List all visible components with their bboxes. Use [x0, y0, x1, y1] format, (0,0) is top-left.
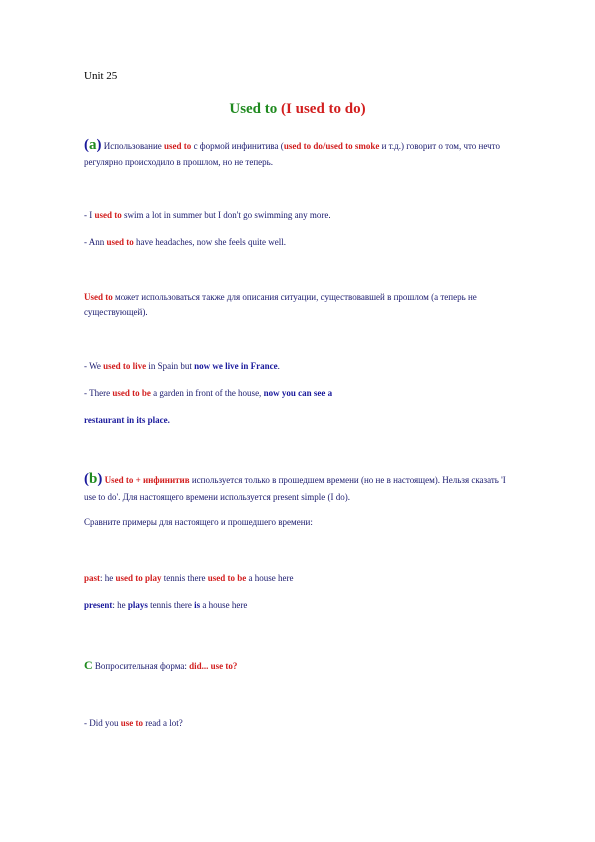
section-b-line-2: use to do'. Для настоящего времени используется present simple (I do).	[84, 492, 350, 502]
example-5: - Did you use to read a lot?	[84, 718, 183, 728]
example-1: - I used to swim a lot in summer but I don't go swimming any more.	[84, 210, 331, 220]
past-example: past: he used to play tennis there used to be a house here	[84, 573, 294, 583]
present-example: present: he plays tennis there is a house here	[84, 600, 248, 610]
example-4-line-2: restaurant in its place.	[84, 415, 170, 425]
section-c-line: C Вопросительная форма: did... use to?	[84, 658, 238, 672]
section-a-line-2: регулярно происходило в прошлом, но не теперь.	[84, 157, 274, 167]
example-2: - Ann used to have headaches, now she feels quite well.	[84, 237, 286, 247]
section-c-marker: C	[84, 658, 93, 672]
example-3: - We used to live in Spain but now we live in France.	[84, 361, 280, 371]
section-a-line-1: (a) Использование used to с формой инфинитива (used to do/used to smoke и т.д.) говорит о том, что нечто	[84, 137, 500, 153]
title-main: Used to	[229, 101, 278, 117]
example-4: - There used to be a garden in front of the house, now you can see a	[84, 388, 333, 398]
compare-line: Сравните примеры для настоящего и прошедшего времени:	[84, 517, 313, 527]
situation-line-1: Used to может использоваться также для описания ситуации, существовавшей в прошлом (а теперь не	[84, 292, 477, 302]
situation-line-2: существующей).	[84, 307, 148, 317]
section-b-marker: (b)	[84, 471, 103, 487]
section-b-line-1: (b) Used to + инфинитив используется только в прошедшем времени (но не в настоящем). Нельзя сказать 'I	[84, 471, 506, 487]
page-title	[0, 101, 595, 118]
title-paren: (I used to do)	[281, 101, 366, 117]
section-a-marker: (a)	[84, 137, 102, 153]
unit-label: Unit 25	[84, 70, 118, 82]
